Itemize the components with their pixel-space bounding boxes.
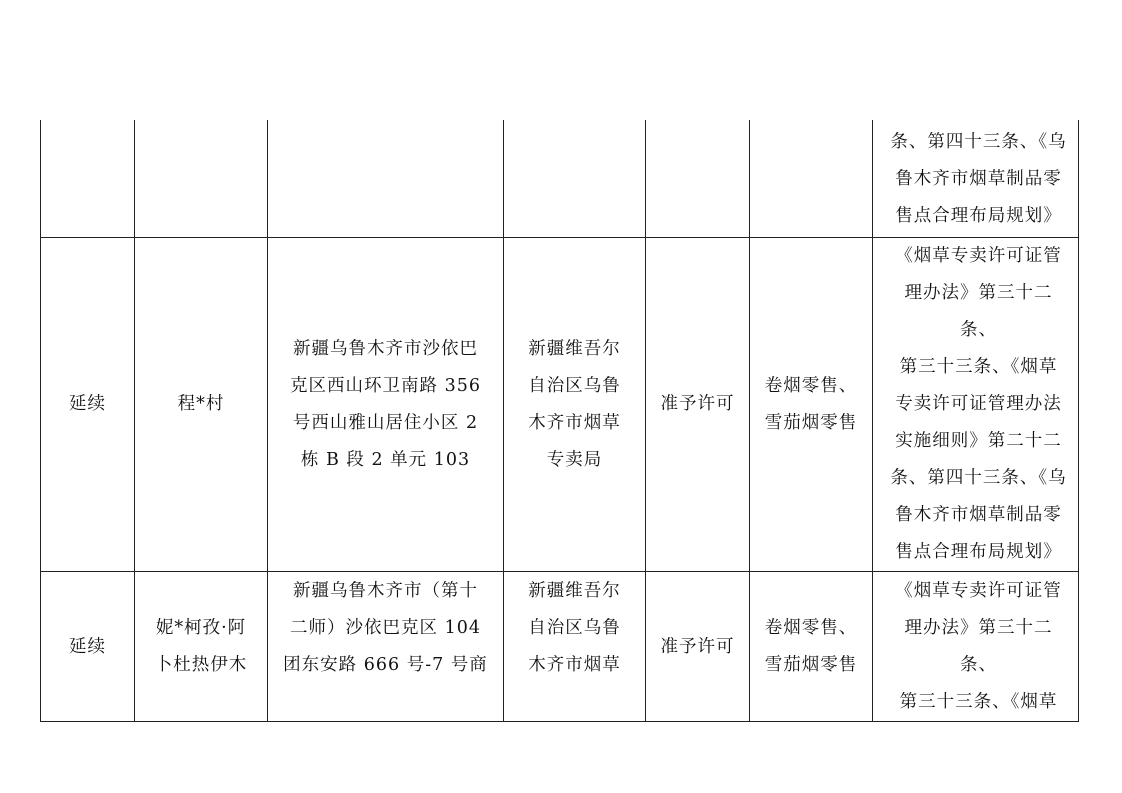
type-cell: 延续 — [41, 238, 135, 572]
type-cell — [41, 120, 135, 238]
basis-cell: 条、第四十三条、《乌 鲁木齐市烟草制品零 售点合理布局规划》 — [873, 120, 1079, 238]
type-cell: 延续 — [41, 572, 135, 722]
name-cell: 程*村 — [135, 238, 268, 572]
name-cell — [135, 120, 268, 238]
decision-cell — [646, 120, 750, 238]
license-record-table — [40, 120, 1079, 722]
basis-cell: 《烟草专卖许可证管 理办法》第三十二条、 第三十三条、《烟草 — [873, 572, 1079, 722]
authority-cell: 新疆维吾尔 自治区乌鲁 木齐市烟草 专卖局 — [504, 238, 646, 572]
name-cell: 妮*柯孜·阿 卜杜热伊木 — [135, 572, 268, 722]
basis-cell: 《烟草专卖许可证管 理办法》第三十二条、 第三十三条、《烟草 专卖许可证管理办法 实施细则》第二十二 条、第四十三条、《乌 鲁木齐市烟草制品零 售点合理布局规划》 — [873, 238, 1079, 572]
authority-cell: 新疆维吾尔 自治区乌鲁 木齐市烟草 — [504, 572, 646, 722]
scope-cell: 卷烟零售、 雪茄烟零售 — [750, 572, 873, 722]
table-row — [41, 120, 1079, 238]
address-cell — [268, 120, 504, 238]
table-row — [41, 572, 1079, 722]
address-cell: 新疆乌鲁木齐市沙依巴 克区西山环卫南路 356 号西山雅山居住小区 2 栋 B 段 2 单元 103 — [268, 238, 504, 572]
address-cell: 新疆乌鲁木齐市（第十 二师）沙依巴克区 104 团东安路 666 号-7 号商 — [268, 572, 504, 722]
decision-cell: 准予许可 — [646, 572, 750, 722]
decision-cell: 准予许可 — [646, 238, 750, 572]
scope-cell: 卷烟零售、 雪茄烟零售 — [750, 238, 873, 572]
authority-cell — [504, 120, 646, 238]
table-row — [41, 238, 1079, 572]
scope-cell — [750, 120, 873, 238]
